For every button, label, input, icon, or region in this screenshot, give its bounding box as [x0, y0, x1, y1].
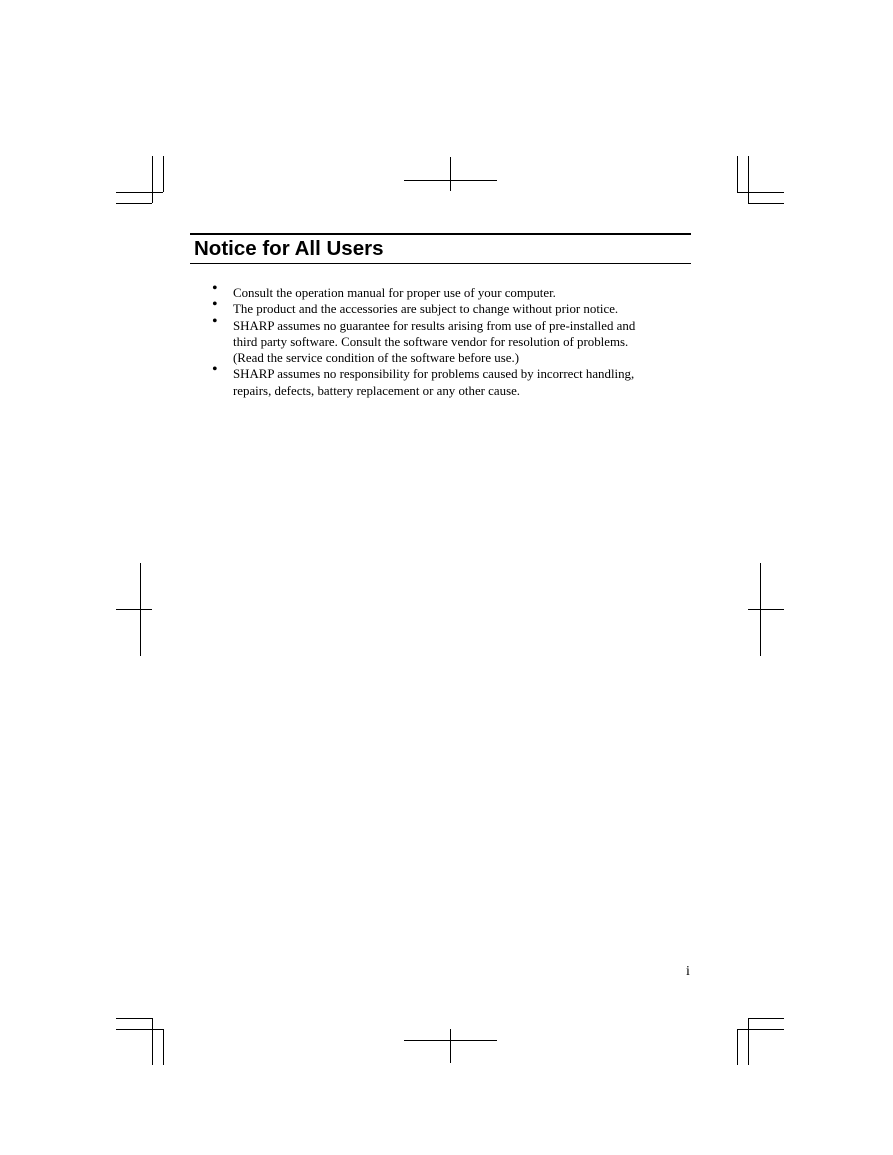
notice-line: (Read the service condition of the software before use.)	[233, 351, 519, 366]
bullet-icon: •	[212, 296, 218, 314]
list-item	[210, 280, 680, 301]
page-number: i	[686, 964, 690, 979]
notice-line: SHARP assumes no responsibility for problems caused by incorrect handling,	[233, 367, 635, 382]
notice-line: third party software. Consult the software vendor for resolution of problems.	[233, 334, 629, 349]
notice-line: repairs, defects, battery replacement or any other cause.	[233, 383, 521, 398]
notice-list	[210, 280, 680, 399]
title-rule-bottom	[190, 263, 691, 264]
list-item	[210, 296, 680, 317]
notice-line: Consult the operation manual for proper use of your computer.	[233, 286, 556, 300]
section-title: Notice for All Users	[194, 237, 384, 260]
bullet-icon: •	[212, 312, 218, 330]
title-rule-top	[190, 233, 691, 235]
bullet-icon: •	[212, 361, 218, 379]
list-item	[210, 361, 680, 399]
notice-line: SHARP assumes no guarantee for results arising from use of pre-installed and	[233, 318, 636, 333]
bullet-icon: •	[212, 280, 218, 297]
notice-line: The product and the accessories are subject to change without prior notice.	[233, 302, 619, 317]
list-item	[210, 312, 680, 367]
